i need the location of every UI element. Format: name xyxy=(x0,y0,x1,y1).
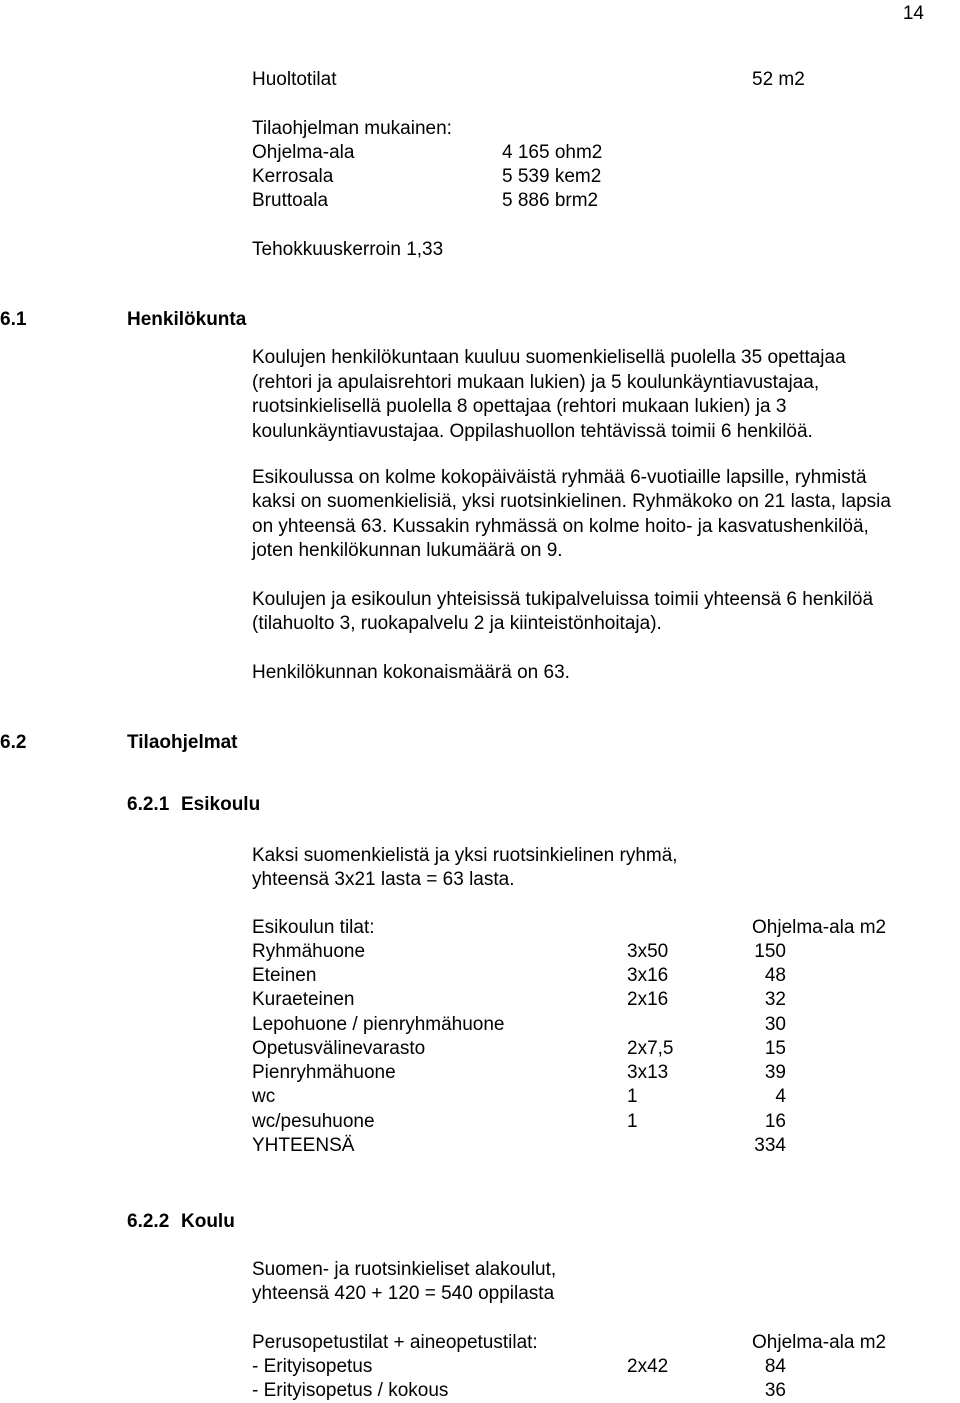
page-number: 14 xyxy=(902,3,924,24)
tilaohjelma-row-value: 4 165 ohm2 xyxy=(502,142,603,163)
table-cell-area: 334 xyxy=(754,1135,786,1156)
paragraph-line: kaksi on suomenkielisiä, yksi ruotsinkielinen. Ryhmäkoko on 21 lasta, lapsia xyxy=(252,491,891,512)
tehokkuuskerroin: Tehokkuuskerroin 1,33 xyxy=(252,239,444,260)
table-cell-count: 1 xyxy=(627,1086,638,1107)
subsection-number: 6.2.1 xyxy=(127,794,170,815)
table-cell-name: wc xyxy=(252,1086,276,1107)
paragraph-line: yhteensä 3x21 lasta = 63 lasta. xyxy=(252,869,515,890)
table-cell-count: 3x50 xyxy=(627,941,669,962)
table-cell-area: 4 xyxy=(775,1086,786,1107)
tilaohjelma-heading: Tilaohjelman mukainen: xyxy=(252,118,452,139)
table-header-area: Ohjelma-ala m2 xyxy=(752,917,887,938)
table-cell-name: Lepohuone / pienryhmähuone xyxy=(252,1014,505,1035)
table-header-label: Perusopetustilat + aineopetustilat: xyxy=(252,1332,538,1353)
table-cell-count: 2x16 xyxy=(627,989,669,1010)
table-cell-area: 16 xyxy=(764,1111,786,1132)
table-cell-area: 39 xyxy=(764,1062,786,1083)
tilaohjelma-row-label: Bruttoala xyxy=(252,190,329,211)
table-cell-name: Eteinen xyxy=(252,965,317,986)
table-cell-area: 150 xyxy=(754,941,786,962)
paragraph-line: Suomen- ja ruotsinkieliset alakoulut, xyxy=(252,1259,557,1280)
paragraph-line: yhteensä 420 + 120 = 540 oppilasta xyxy=(252,1283,555,1304)
table-cell-area: 84 xyxy=(764,1356,786,1377)
table-cell-count: 2x42 xyxy=(627,1356,669,1377)
table-header-area: Ohjelma-ala m2 xyxy=(752,1332,887,1353)
tilaohjelma-row-label: Ohjelma-ala xyxy=(252,142,355,163)
paragraph-line: Esikoulussa on kolme kokopäiväistä ryhmää 6-vuotiaille lapsille, ryhmistä xyxy=(252,467,867,488)
huoltotilat-label: Huoltotilat xyxy=(252,69,337,90)
subsection-title: Koulu xyxy=(181,1211,235,1232)
paragraph-line: (tilahuolto 3, ruokapalvelu 2 ja kiinteistönhoitaja). xyxy=(252,613,662,634)
table-cell-area: 30 xyxy=(764,1014,786,1035)
subsection-title: Esikoulu xyxy=(181,794,261,815)
table-header-label: Esikoulun tilat: xyxy=(252,917,375,938)
huoltotilat-value: 52 m2 xyxy=(752,69,805,90)
paragraph-line: on yhteensä 63. Kussakin ryhmässä on kolme hoito- ja kasvatushenkilöä, xyxy=(252,516,869,537)
section-number: 6.2 xyxy=(0,732,27,753)
table-cell-area: 36 xyxy=(764,1380,786,1401)
section-title: Tilaohjelmat xyxy=(127,732,238,753)
table-cell-area: 48 xyxy=(764,965,786,986)
section-title: Henkilökunta xyxy=(127,309,247,330)
paragraph-line: Koulujen ja esikoulun yhteisissä tukipalveluissa toimii yhteensä 6 henkilöä xyxy=(252,589,874,610)
table-cell-name: Pienryhmähuone xyxy=(252,1062,396,1083)
table-cell-name: - Erityisopetus xyxy=(252,1356,373,1377)
paragraph-line: Henkilökunnan kokonaismäärä on 63. xyxy=(252,662,570,683)
paragraph-line: koulunkäyntiavustajaa. Oppilashuollon tehtävissä toimii 6 henkilöä. xyxy=(252,421,813,442)
paragraph-line: joten henkilökunnan lukumäärä on 9. xyxy=(252,540,563,561)
table-cell-count: 3x13 xyxy=(627,1062,669,1083)
table-cell-name: YHTEENSÄ xyxy=(252,1135,355,1156)
table-cell-count: 1 xyxy=(627,1111,638,1132)
paragraph-line: Koulujen henkilökuntaan kuuluu suomenkielisellä puolella 35 opettajaa xyxy=(252,347,846,368)
tilaohjelma-row-value: 5 886 brm2 xyxy=(502,190,599,211)
paragraph-line: (rehtori ja apulaisrehtori mukaan lukien) ja 5 koulunkäyntiavustajaa, xyxy=(252,372,820,393)
section-number: 6.1 xyxy=(0,309,27,330)
table-cell-area: 15 xyxy=(764,1038,786,1059)
table-cell-area: 32 xyxy=(764,989,786,1010)
table-cell-name: - Erityisopetus / kokous xyxy=(252,1380,449,1401)
tilaohjelma-row-label: Kerrosala xyxy=(252,166,334,187)
paragraph-line: Kaksi suomenkielistä ja yksi ruotsinkielinen ryhmä, xyxy=(252,845,678,866)
tilaohjelma-row-value: 5 539 kem2 xyxy=(502,166,602,187)
table-cell-name: Opetusvälinevarasto xyxy=(252,1038,426,1059)
table-cell-name: Ryhmähuone xyxy=(252,941,366,962)
table-cell-count: 3x16 xyxy=(627,965,669,986)
table-cell-name: wc/pesuhuone xyxy=(252,1111,375,1132)
table-cell-count: 2x7,5 xyxy=(627,1038,674,1059)
subsection-number: 6.2.2 xyxy=(127,1211,170,1232)
paragraph-line: ruotsinkielisellä puolella 8 opettajaa (rehtori mukaan lukien) ja 3 xyxy=(252,396,787,417)
table-cell-name: Kuraeteinen xyxy=(252,989,355,1010)
